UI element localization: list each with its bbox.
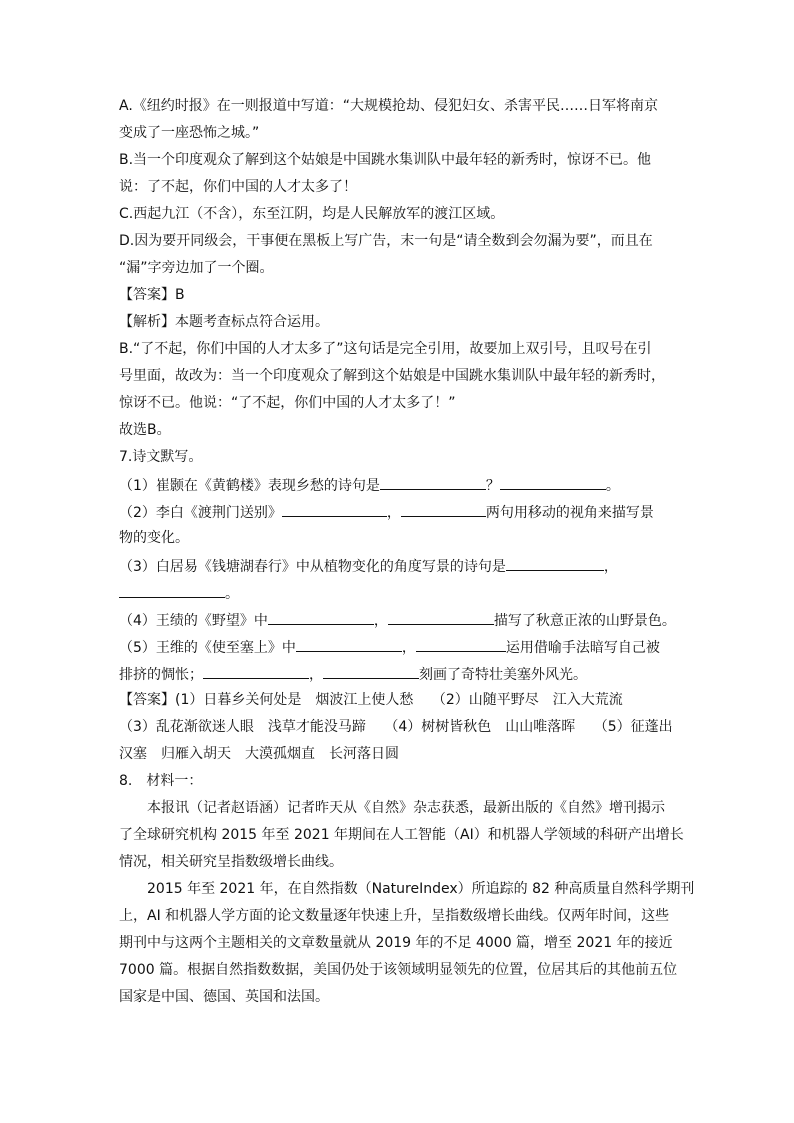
fill-blank: [268, 609, 374, 625]
option-a-line-1: A.《纽约时报》在一则报道中写道：“大规模抢劫、侵犯妇女、杀害平民……日军将南京: [119, 98, 659, 114]
q7-answer-line-1: 【答案】(1）日暮乡关何处是 烟波江上使人愁 （2）山随平野尽 江入大荒流: [119, 692, 623, 708]
q7-answer-line-2: （3）乱花渐欲迷人眼 浅草才能没马蹄 （4）树树皆秋色 山山唯落晖 （5）征蓬出: [119, 719, 673, 735]
q8-paragraph-1-line-3: 情况，相关研究呈指数级增长曲线。: [119, 854, 343, 870]
option-a-line-2: 变成了一座恐怖之城。”: [119, 125, 260, 141]
q7-item-1-text: （1）崔颢在《黄鹤楼》表现乡愁的诗句是: [119, 478, 380, 494]
q7-item-4-sep: ，: [373, 613, 388, 629]
fill-blank: [388, 609, 494, 625]
q7-item-3: [119, 555, 618, 575]
option-d-line-2: “漏”字旁边加了一个圈。: [119, 260, 274, 276]
fill-blank: [416, 636, 506, 652]
fill-blank: [401, 501, 486, 517]
q7-item-1-sep: ？: [485, 478, 500, 494]
q8-title: 8. 材料一：: [119, 773, 203, 789]
q7-item-3-line-2: [119, 582, 239, 602]
q7-item-5-line-2-end: 刻画了奇特壮美塞外风光。: [419, 667, 587, 683]
option-b-line-2: 说：了不起，你们中国的人才太多了！: [119, 179, 357, 195]
q8-paragraph-2-line-1: 2015 年至 2021 年，在自然指数（NatureIndex）所追踪的 82 种高质量自然科学期刊: [147, 881, 695, 897]
q7-item-3-end: 。: [225, 586, 239, 602]
q7-item-4-text: （4）王绩的《野望》中: [119, 613, 268, 629]
q7-title: 7.诗文默写。: [119, 449, 203, 465]
q6-analysis: 【解析】本题考查标点符合运用。: [119, 314, 329, 330]
q8-paragraph-2-line-4: 7000 篇。根据自然指数数据，美国仍处于该领域明显领先的位置，位居其后的其他前五位: [119, 962, 678, 978]
q7-item-5-end: 运用借喻手法暗写自己被: [505, 640, 660, 656]
option-d-line-1: D.因为要开同级会，干事便在黑板上写广告，末一句是“请全数到会勿漏为要”，而且在: [119, 233, 653, 249]
q7-item-2-end: 两句用移动的视角来描写景: [485, 505, 654, 521]
option-b-line-1: B.当一个印度观众了解到这个姑娘是中国跳水集训队中最年轻的新秀时，惊讶不已。他: [119, 152, 652, 168]
fill-blank: [282, 501, 387, 517]
q7-item-2-line-2: 物的变化。: [119, 530, 189, 546]
q7-item-5-text: （5）王维的《使至塞上》中: [119, 640, 296, 656]
q8-paragraph-2-line-5: 国家是中国、德国、英国和法国。: [119, 989, 329, 1005]
q7-item-4-end: 描写了秋意正浓的山野景色。: [493, 613, 676, 629]
q7-item-2: [119, 501, 654, 521]
fill-blank: [323, 663, 419, 679]
fill-blank: [380, 474, 486, 490]
q8-paragraph-2-line-3: 期刊中与这两个主题相关的文章数量就从 2019 年的不足 4000 篇，增至 2021 年的接近: [119, 935, 673, 951]
q7-item-1: [119, 474, 620, 494]
q7-item-5-line-2-text: 排挤的惆怅；: [119, 667, 203, 683]
q7-item-2-text: （2）李白《渡荆门送别》: [119, 505, 282, 521]
q7-item-5-line-2-sep: ，: [309, 667, 323, 683]
q7-item-5: [119, 636, 660, 656]
fill-blank: [506, 555, 604, 571]
q7-item-5-sep: ，: [401, 640, 416, 656]
fill-blank: [296, 636, 402, 652]
q6-explanation-line-3: 惊讶不已。他说：“了不起，你们中国的人才太多了！”: [119, 395, 456, 411]
fill-blank: [203, 663, 309, 679]
fill-blank: [119, 582, 225, 598]
q7-item-3-sep: ，: [603, 559, 618, 575]
q7-item-2-sep: ，: [386, 505, 401, 521]
fill-blank: [500, 474, 606, 490]
q8-paragraph-1-line-2: 了全球研究机构 2015 年至 2021 年期间在人工智能（AI）和机器人学领域的科研产出增长: [119, 827, 684, 843]
q7-item-4: [119, 609, 676, 629]
q6-answer: 【答案】B: [119, 287, 185, 303]
q6-explanation-line-2: 号里面，故改为：当一个印度观众了解到这个姑娘是中国跳水集训队中最年轻的新秀时，: [119, 368, 665, 384]
q7-item-5-line-2: [119, 663, 587, 683]
option-c-line-1: C.西起九江（不含），东至江阴，均是人民解放军的渡江区域。: [119, 206, 505, 222]
q8-paragraph-2-line-2: 上，AI 和机器人学方面的论文数量逐年快速上升，呈指数级增长曲线。仅两年时间，这些: [119, 908, 670, 924]
q7-answer-line-3: 汉塞 归雁入胡天 大漠孤烟直 长河落日圆: [119, 746, 399, 762]
q7-item-1-end: 。: [605, 478, 620, 494]
q7-item-3-text: （3）白居易《钱塘湖春行》中从植物变化的角度写景的诗句是: [119, 559, 506, 575]
q6-explanation-line-1: B.“了不起，你们中国的人才太多了”这句话是完全引用，故要加上双引号，且叹号在引: [119, 341, 652, 357]
q8-paragraph-1-line-1: 本报讯（记者赵语涵）记者昨天从《自然》杂志获悉，最新出版的《自然》增刊揭示: [147, 800, 665, 816]
q6-conclusion: 故选B。: [119, 422, 171, 438]
